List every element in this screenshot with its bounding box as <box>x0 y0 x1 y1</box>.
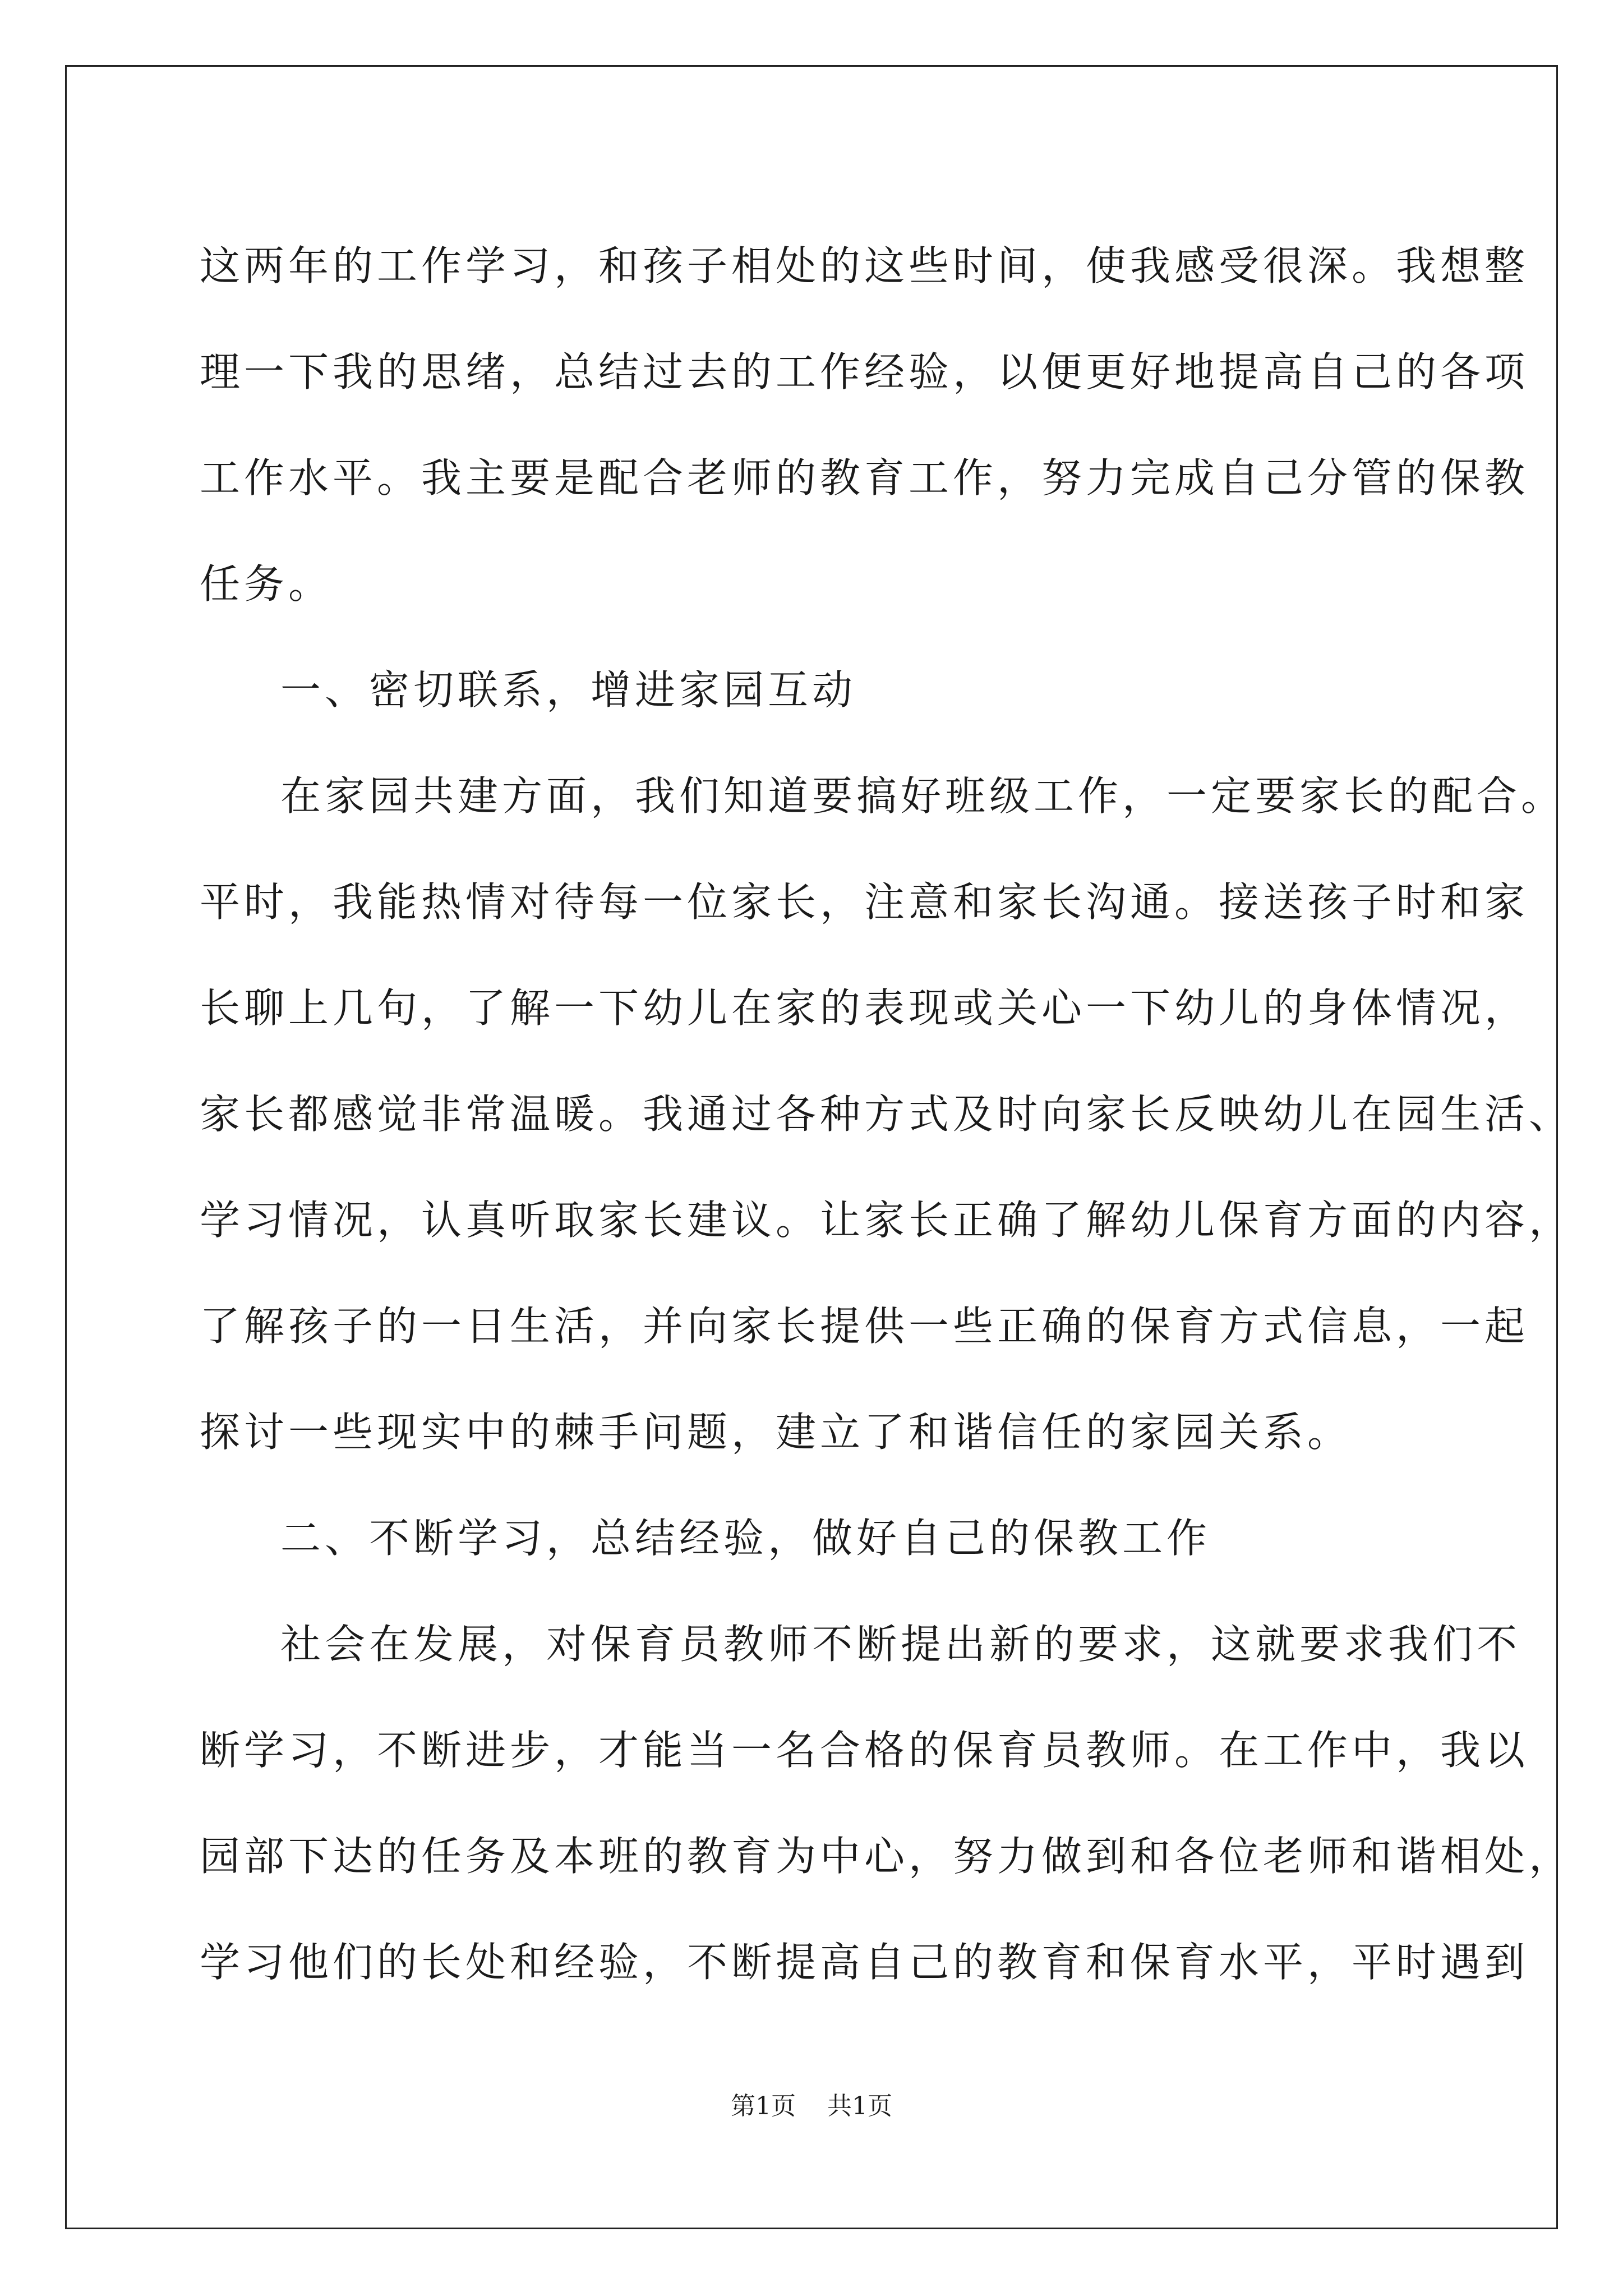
body-line-10: 学习情况，认真听取家长建议。让家长正确了解幼儿保育方面的内容， <box>200 1197 1574 1244</box>
page-total-label: 共1页 <box>827 2092 892 2120</box>
body-line-4: 任务。 <box>200 560 333 608</box>
section-heading-1: 一、密切联系，增进家园互动 <box>280 666 857 714</box>
body-line-14: 社会在发展，对保育员教师不断提出新的要求，这就要求我们不 <box>280 1621 1521 1668</box>
body-line-7: 平时，我能热情对待每一位家长，注意和家长沟通。接送孩子时和家 <box>200 878 1529 926</box>
body-line-8: 长聊上几句，了解一下幼儿在家的表现或关心一下幼儿的身体情况， <box>200 984 1529 1032</box>
document-body <box>200 213 1574 2016</box>
body-line-9: 家长都感觉非常温暖。我通过各种方式及时向家长反映幼儿在园生活、 <box>200 1091 1574 1138</box>
body-line-6: 在家园共建方面，我们知道要搞好班级工作，一定要家长的配合。 <box>280 772 1566 820</box>
body-line-2: 理一下我的思绪，总结过去的工作经验，以便更好地提高自己的各项 <box>200 348 1529 395</box>
body-line-11: 了解孩子的一日生活，并向家长提供一些正确的保育方式信息，一起 <box>200 1303 1529 1350</box>
section-heading-2: 二、不断学习，总结经验，做好自己的保教工作 <box>280 1515 1211 1562</box>
body-line-12: 探讨一些现实中的棘手问题，建立了和谐信任的家园关系。 <box>200 1409 1352 1456</box>
body-line-16: 园部下达的任务及本班的教育为中心，努力做到和各位老师和谐相处， <box>200 1833 1574 1880</box>
page-number-label: 第1页 <box>731 2092 796 2120</box>
body-line-17: 学习他们的长处和经验，不断提高自己的教育和保育水平，平时遇到 <box>200 1939 1529 1986</box>
body-line-3: 工作水平。我主要是配合老师的教育工作，努力完成自己分管的保教 <box>200 454 1529 501</box>
page-footer <box>0 2090 1623 2123</box>
body-line-1: 这两年的工作学习，和孩子相处的这些时间，使我感受很深。我想整 <box>200 242 1529 289</box>
body-line-15: 断学习，不断进步，才能当一名合格的保育员教师。在工作中，我以 <box>200 1727 1529 1774</box>
